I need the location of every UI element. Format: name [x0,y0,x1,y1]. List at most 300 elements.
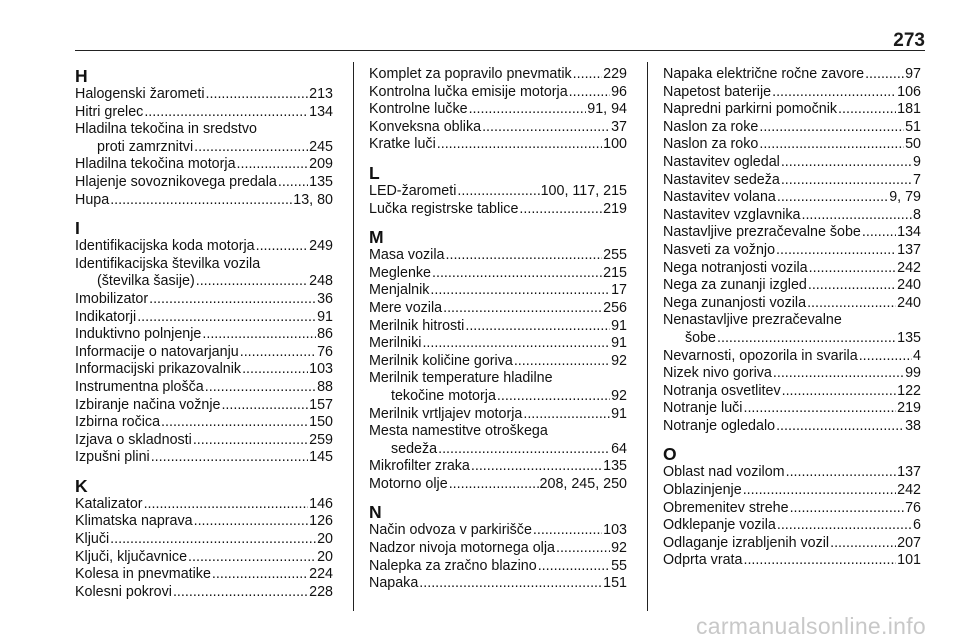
dot-leader [773,365,904,383]
entry-term: Mere vozila [369,299,443,316]
entry-term: Merilnik količine goriva [369,352,513,369]
page-number: 273 [893,30,925,51]
index-entry [75,531,333,549]
index-entry [663,348,921,366]
entry-page-ref: 9 [913,153,921,170]
dot-leader [786,464,897,482]
entry-term: Kolesni pokrovi [75,583,172,600]
entry-term: Lučka registrske tablice [369,200,519,217]
dot-leader [188,549,316,567]
entry-term: Informacije o natovarjanju [75,343,239,360]
index-section [663,444,921,570]
dot-leader [256,238,309,256]
entry-term: Komplet za popravilo pnevmatik [369,66,572,82]
index-entry [663,464,921,482]
entry-page-ref: 6 [913,517,921,534]
index-entry [75,326,333,344]
entry-term: Nastavitev sedeža [663,171,780,188]
index-section [369,502,627,592]
index-entry [663,172,921,190]
entry-term: Nega notranjosti vozila [663,259,808,276]
index-entry [663,277,921,295]
entry-term: Indikatorji [75,308,137,325]
index-entry [663,242,921,260]
entry-term: Naslon za roko [663,136,759,153]
entry-page-ref: 208, 245, 250 [539,475,627,492]
section-letter: K [75,475,88,496]
dot-leader [149,291,316,309]
entry-page-ref: 213 [309,86,333,102]
entry-page-ref: 135 [603,458,627,475]
entry-page-ref: 134 [309,103,333,120]
entry-term: Nastavitev vzglavnika [663,206,801,223]
entry-term: Halogenski žarometi [75,86,205,102]
dot-leader [206,86,309,104]
index-entry [75,513,333,531]
dot-leader [808,277,896,295]
dot-leader [523,406,610,424]
index-entry [663,365,921,383]
dot-leader [801,207,912,225]
entry-term: Motorno olje [369,475,448,492]
entry-term: Konveksna oblika [369,118,482,135]
dot-leader [743,400,896,418]
entry-page-ref: 91, 94 [587,101,627,118]
index-entry [369,370,627,405]
entry-page-ref: 137 [897,241,921,258]
entry-term: Kolesa in pnevmatike [75,566,211,583]
entry-page-ref: 91 [611,405,627,422]
index-entry [75,549,333,567]
index-entry [663,400,921,418]
index-entry [369,458,627,476]
dot-leader [240,344,316,362]
dot-leader [759,119,904,137]
entry-page-ref: 17 [611,282,627,299]
index-entry [663,295,921,313]
dot-leader [776,418,904,436]
entry-term: Nizek nivo goriva [663,365,772,382]
index-entry [369,183,627,201]
dot-leader [422,335,610,353]
dot-leader [110,192,292,210]
index-entry [369,265,627,283]
index-entry [75,397,333,415]
index-entry [75,344,333,362]
entry-term: Hladilna tekočina motorja [75,156,236,173]
entry-page-ref: 228 [309,583,333,600]
index-section [663,66,921,435]
dot-leader [533,522,602,540]
entry-page-ref: 36 [317,290,333,307]
entry-page-ref: 240 [897,294,921,311]
entry-term: Notranja osvetlitev [663,382,781,399]
entry-term: Nastavitev ogledal [663,153,780,170]
entry-term: Izpušni plini [75,449,150,466]
entry-term: Katalizator [75,495,143,512]
dot-leader [161,414,308,432]
entry-page-ref: 219 [897,400,921,417]
dot-leader [193,432,308,450]
entry-term: Izjava o skladnosti [75,431,192,448]
entry-page-ref: 76 [905,499,921,516]
entry-term: Meglenke [369,264,431,281]
entry-page-ref: 242 [897,482,921,499]
index-entry [75,174,333,192]
entry-term: Klimatska naprava [75,513,193,530]
index-entry [75,156,333,174]
entry-page-ref: 92 [611,387,627,404]
dot-leader [790,500,905,518]
entry-page-ref: 50 [905,136,921,153]
entry-term: Induktivno polnjenje [75,326,202,343]
index-entry [663,517,921,535]
entry-term: Nalepka za zračno blazino [369,557,537,574]
dot-leader [446,247,603,265]
entry-term-continued: šobe [685,329,717,346]
entry-term: Notranje ogledalo [663,417,776,434]
index-entry [75,414,333,432]
entry-page-ref: 100 [603,136,627,153]
entry-term: Merilnik vrtljajev motorja [369,405,523,422]
entry-page-ref: 76 [317,343,333,360]
entry-term: Hupa [75,191,110,208]
entry-page-ref: 13, 80 [293,191,333,208]
index-entry [75,566,333,584]
dot-leader [437,136,602,154]
entry-page-ref: 8 [913,206,921,223]
dot-leader [110,531,316,549]
index-entry [663,189,921,207]
entry-page-ref: 135 [897,329,921,346]
index-column-1 [75,66,333,601]
index-entry [369,335,627,353]
entry-term-continued: proti zamrznitvi [97,138,194,155]
entry-term: Napaka [369,575,419,592]
index-entry [663,482,921,500]
index-entry [663,312,921,347]
index-entry [369,522,627,540]
index-entry [75,496,333,514]
entry-term: Ključi [75,531,110,548]
column-divider [353,62,354,611]
dot-leader [743,482,896,500]
entry-term: Kratke luči [369,136,436,153]
dot-leader [556,540,610,558]
dot-leader [194,139,308,157]
entry-term: Nastavitev volana [663,189,776,206]
dot-leader [457,183,539,201]
dot-leader [809,260,897,278]
entry-page-ref: 240 [897,277,921,294]
index-entry [663,154,921,172]
dot-leader [237,156,309,174]
dot-leader [781,154,912,172]
entry-term: Merilnik temperature hladilne [369,370,553,387]
index-entry [369,575,627,593]
entry-term: Mikrofilter zraka [369,458,470,475]
index-entry [663,136,921,154]
dot-leader [482,119,610,137]
entry-page-ref: 96 [611,83,627,100]
index-entry [369,353,627,371]
index-entry [369,558,627,576]
entry-term: Oblast nad vozilom [663,464,785,481]
entry-term: Merilnik hitrosti [369,317,465,334]
entry-term-continued: (številka šasije) [97,273,195,290]
index-section [75,476,333,602]
entry-page-ref: 137 [897,464,921,481]
index-entry [369,540,627,558]
entry-page-ref: 37 [611,118,627,135]
entry-page-ref: 209 [309,156,333,173]
entry-term: Odklepanje vozila [663,517,776,534]
entry-page-ref: 101 [897,552,921,569]
entry-term: Mesta namestitve otroškega [369,423,548,440]
index-entry [369,476,627,494]
dot-leader [859,348,912,366]
entry-page-ref: 91 [317,308,333,325]
index-entry [369,406,627,424]
index-entry [75,379,333,397]
index-entry [75,584,333,602]
entry-page-ref: 51 [905,118,921,135]
entry-term: Identifikacijska koda motorja [75,238,255,255]
dot-leader [514,353,610,371]
dot-leader [432,265,602,283]
index-entry [75,361,333,379]
index-entry [369,136,627,154]
index-entry [663,260,921,278]
dot-leader [807,295,896,313]
entry-page-ref: 207 [897,534,921,551]
index-entry [663,500,921,518]
index-entry [369,423,627,458]
dot-leader [830,535,896,553]
entry-term: Ključi, ključavnice [75,548,188,565]
entry-page-ref: 256 [603,299,627,316]
entry-term: Instrumentna plošča [75,378,204,395]
dot-leader [137,309,316,327]
section-letter: M [369,227,384,248]
entry-term: Hitri grelec [75,103,144,120]
entry-page-ref: 92 [611,540,627,557]
entry-page-ref: 135 [309,173,333,190]
index-section [369,66,627,154]
entry-page-ref: 249 [309,238,333,255]
index-entry [369,300,627,318]
index-entry [663,207,921,225]
dot-leader [538,558,610,576]
index-column-2 [369,66,627,593]
entry-page-ref: 122 [897,382,921,399]
dot-leader [419,575,602,593]
section-letter: N [369,502,382,523]
dot-leader [838,101,896,119]
entry-page-ref: 4 [913,347,921,364]
index-entry [663,552,921,570]
dot-leader [221,397,308,415]
index-entry [663,535,921,553]
entry-page-ref: 20 [317,548,333,565]
index-entry [663,418,921,436]
entry-page-ref: 91 [611,335,627,352]
entry-term: Način odvoza v parkirišče [369,522,532,539]
entry-page-ref: 55 [611,557,627,574]
entry-term: Kontrolne lučke [369,101,468,118]
index-entry [75,192,333,210]
entry-page-ref: 9, 79 [889,189,921,206]
entry-page-ref: 248 [309,273,333,290]
entry-term: Izbirna ročica [75,414,161,431]
dot-leader [465,318,610,336]
entry-term: Kontrolna lučka emisije motorja [369,83,568,100]
index-section [75,66,333,209]
dot-leader [471,458,602,476]
entry-term: Notranje luči [663,400,743,417]
entry-page-ref: 91 [611,317,627,334]
index-section [75,218,333,467]
entry-page-ref: 92 [611,352,627,369]
entry-page-ref: 99 [905,365,921,382]
entry-page-ref: 7 [913,171,921,188]
dot-leader [862,224,896,242]
dot-leader [144,496,309,514]
dot-leader [443,300,602,318]
index-entry [369,101,627,119]
dot-leader [212,566,308,584]
index-entry [663,66,921,84]
entry-term: Nega za zunanji izgled [663,277,807,294]
dot-leader [469,101,587,119]
entry-page-ref: 103 [603,522,627,539]
entry-term: Oblazinjenje [663,482,742,499]
index-entry [75,104,333,122]
index-entry [369,66,627,84]
dot-leader [717,330,896,348]
entry-page-ref: 242 [897,259,921,276]
index-entry [75,309,333,327]
entry-term: Hladilna tekočina in sredstvo [75,121,257,138]
entry-term: Izbiranje načina vožnje [75,396,221,413]
dot-leader [782,383,897,401]
entry-term: Odlaganje izrabljenih vozil [663,534,830,551]
entry-page-ref: 97 [905,66,921,82]
entry-page-ref: 86 [317,326,333,343]
dot-leader [278,174,308,192]
dot-leader [743,552,896,570]
index-entry [75,238,333,256]
entry-page-ref: 146 [309,495,333,512]
dot-leader [497,388,610,406]
index-entry [75,449,333,467]
entry-page-ref: 100, 117, 215 [540,182,627,199]
entry-term: Nasveti za vožnjo [663,241,776,258]
dot-leader [519,201,602,219]
dot-leader [569,84,610,102]
index-entry [75,121,333,156]
entry-page-ref: 150 [309,414,333,431]
entry-term: Napaka električne ročne zavore [663,66,865,82]
entry-term: Obremenitev strehe [663,499,789,516]
entry-page-ref: 181 [897,101,921,118]
entry-term: Napetost baterije [663,83,772,100]
watermark: carmanualsonline.info [695,613,926,639]
index-entry [369,201,627,219]
dot-leader [777,517,912,535]
index-entry [663,119,921,137]
index-entry [75,86,333,104]
index-entry [369,247,627,265]
entry-term: Napredni parkirni pomočnik [663,101,838,118]
index-entry [369,282,627,300]
dot-leader [144,104,308,122]
index-section [369,163,627,218]
entry-page-ref: 157 [309,396,333,413]
index-entry [75,256,333,291]
index-entry [663,84,921,102]
entry-term: Nadzor nivoja motornega olja [369,540,555,557]
index-entry [663,224,921,242]
entry-page-ref: 38 [905,417,921,434]
entry-page-ref: 215 [603,264,627,281]
entry-page-ref: 145 [309,449,333,466]
entry-page-ref: 224 [309,566,333,583]
entry-term: Nevarnosti, opozorila in svarila [663,347,858,364]
dot-leader [173,584,308,602]
dot-leader [205,379,316,397]
dot-leader [202,326,316,344]
header-rule [75,50,925,51]
entry-page-ref: 259 [309,431,333,448]
entry-term: Informacijski prikazovalnik [75,361,242,378]
entry-page-ref: 151 [603,575,627,592]
entry-term: Merilniki [369,335,422,352]
dot-leader [196,273,308,291]
dot-leader [772,84,896,102]
section-letter: L [369,162,380,183]
entry-page-ref: 245 [309,138,333,155]
index-entry [369,318,627,336]
dot-leader [759,136,904,154]
entry-page-ref: 126 [309,513,333,530]
entry-page-ref: 88 [317,378,333,395]
section-letter: I [75,218,80,239]
entry-term-continued: sedeža [391,440,438,457]
dot-leader [777,189,888,207]
column-divider [647,62,648,611]
entry-term: Menjalnik [369,282,430,299]
section-letter: H [75,66,88,86]
entry-term-continued: tekočine motorja [391,387,496,404]
entry-term: LED-žarometi [369,182,457,199]
entry-page-ref: 229 [603,66,627,82]
dot-leader [781,172,912,190]
entry-page-ref: 255 [603,247,627,264]
entry-page-ref: 219 [603,200,627,217]
index-column-3 [663,66,921,570]
dot-leader [776,242,896,260]
dot-leader [449,476,539,494]
entry-term: Identifikacijska številka vozila [75,255,261,272]
dot-leader [573,66,602,84]
section-letter: O [663,444,677,465]
dot-leader [151,449,308,467]
index-section [369,227,627,493]
dot-leader [865,66,904,84]
entry-page-ref: 106 [897,83,921,100]
index-entry [75,291,333,309]
